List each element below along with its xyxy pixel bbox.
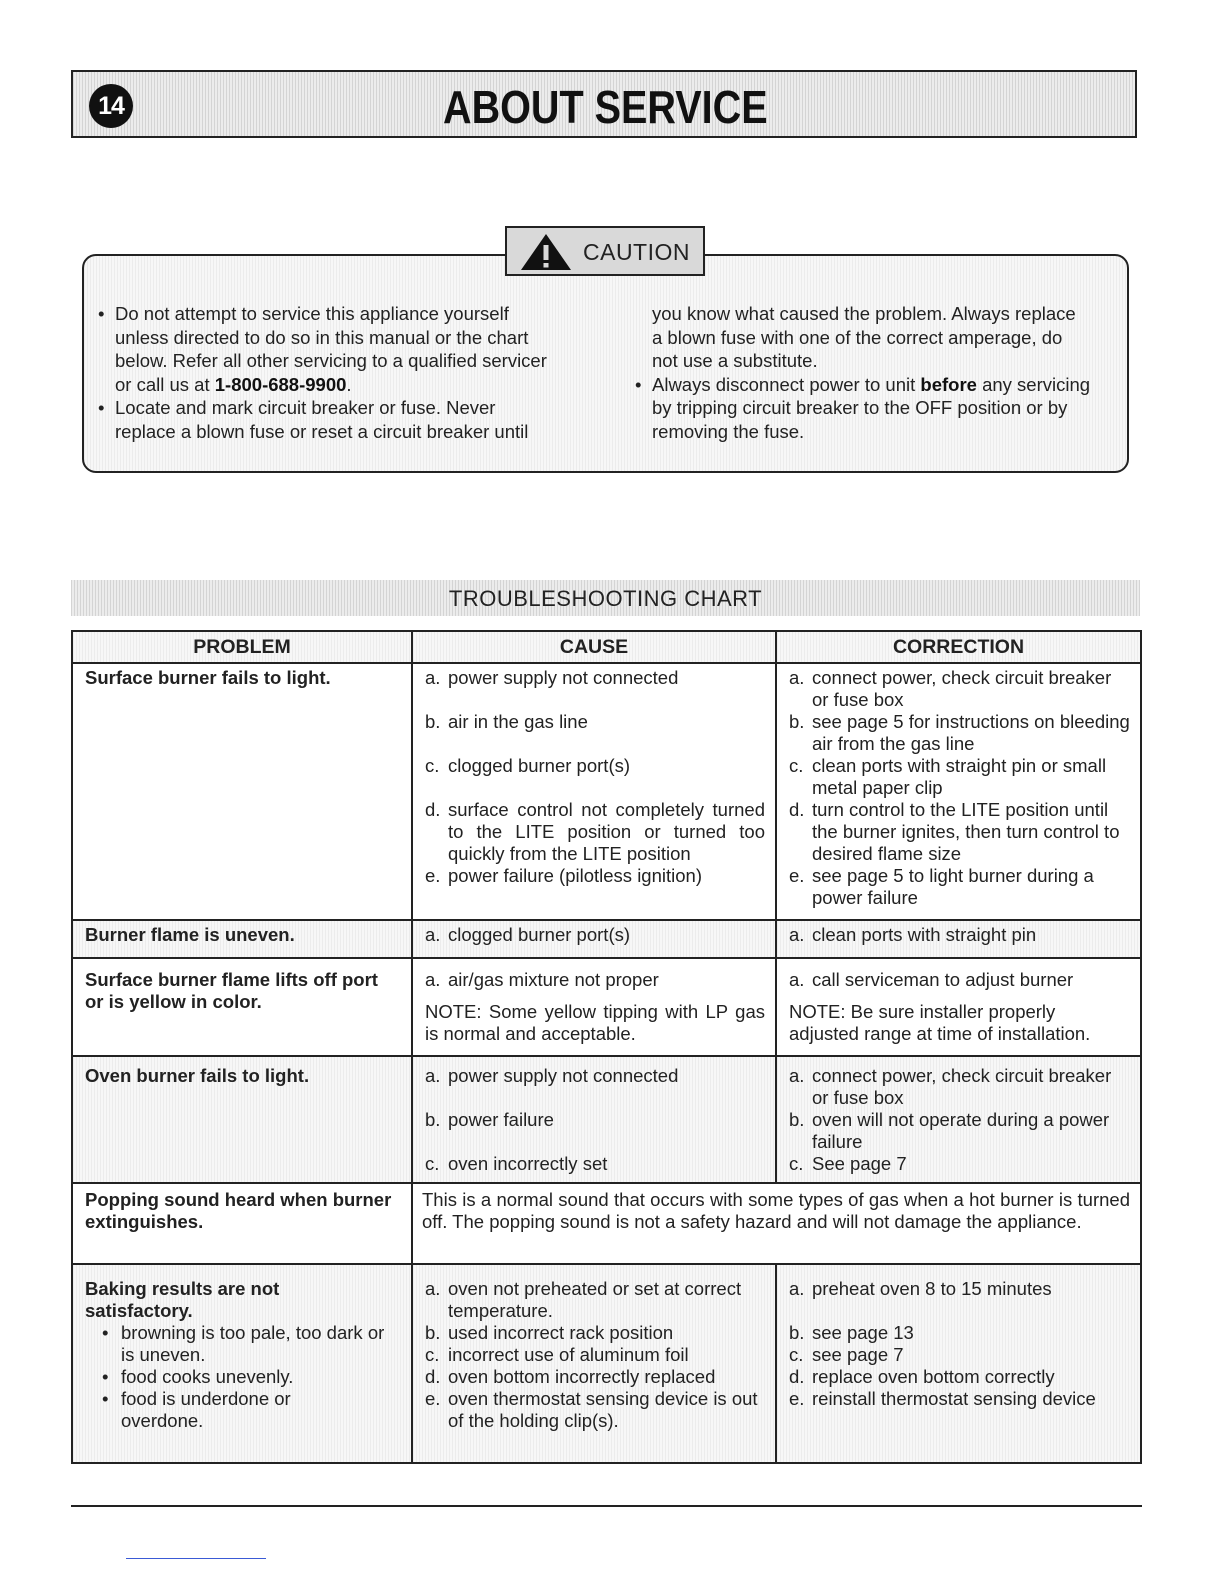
correction-item: a. call serviceman to adjust burner: [789, 969, 1074, 990]
table-row: [72, 1183, 1141, 1264]
cause-item: d. surface control not completely turned to the LITE position or turned too quickly from the LITE position: [425, 799, 765, 864]
problem-cell: Surface burner fails to light.: [72, 663, 412, 920]
problem-cell: Burner flame is uneven.: [72, 920, 412, 958]
caution-line: you know what caused the problem. Always replace: [652, 303, 1076, 324]
cause-item: a. clogged burner port(s): [425, 924, 631, 945]
correction-item: d. turn control to the LITE position until the burner ignites, then turn control to desired flame size: [789, 799, 1120, 864]
chart-banner: [71, 580, 1140, 616]
cause-item: a. air/gas mixture not proper: [425, 969, 659, 990]
correction-item: a. clean ports with straight pin: [789, 924, 1037, 945]
phone-number: 1-800-688-9900: [214, 373, 347, 395]
caution-line: unless directed to do so in this manual or the chart: [115, 326, 529, 348]
caution-line: removing the fuse.: [652, 420, 805, 442]
footer-rule: [71, 1505, 1142, 1507]
cause-item: c. oven incorrectly set: [425, 1153, 608, 1174]
cause-item: a. power supply not connected: [425, 667, 679, 688]
cause-cell: [412, 663, 776, 920]
caution-line: [630, 373, 1130, 397]
caution-line: a blown fuse with one of the correct amperage, do: [652, 326, 1063, 348]
cause-cell: [412, 920, 776, 958]
caution-line: not use a substitute.: [652, 350, 818, 371]
correction-item: c. clean ports with straight pin or small metal paper clip: [789, 755, 1107, 798]
cause-note: NOTE: Some yellow tipping with LP gas is normal and acceptable.: [425, 1001, 765, 1044]
cause-item: b. used incorrect rack position: [425, 1322, 674, 1343]
troubleshooting-table: [71, 630, 1142, 1464]
problem-cell: Oven burner fails to light.: [72, 1056, 412, 1183]
correction-cell: [776, 1264, 1141, 1463]
correction-item: a. connect power, check circuit breaker or fuse box: [789, 667, 1112, 710]
caution-label: CAUTION: [583, 239, 690, 265]
caution-line: by tripping circuit breaker to the OFF position or by: [652, 397, 1068, 418]
column-header-correction: CORRECTION: [776, 631, 1141, 663]
caution-text: Always disconnect power to unit: [652, 373, 921, 395]
caution-line: below. Refer all other servicing to a qualified servicer: [115, 350, 547, 371]
caution-line: replace a blown fuse or reset a circuit breaker until: [115, 420, 529, 442]
cause-item: d. oven bottom incorrectly replaced: [425, 1366, 716, 1387]
page-title: ABOUT SERVICE: [443, 81, 768, 133]
cause-item: b. power failure: [425, 1109, 554, 1130]
problem-bullet: • browning is too pale, too dark or is uneven.: [85, 1322, 399, 1366]
table-row: [72, 1056, 1141, 1183]
correction-item: c. see page 7: [789, 1344, 904, 1365]
caution-line: • Locate and mark circuit breaker or fuse. Never: [93, 396, 613, 420]
cause-item: a. oven not preheated or set at correct temperature.: [425, 1278, 742, 1321]
caution-line: • Do not attempt to service this appliance yourself: [93, 302, 613, 326]
problem-cell: Surface burner flame lifts off port or is yellow in color.: [72, 958, 412, 1056]
cause-item: e. oven thermostat sensing device is out of the holding clip(s).: [425, 1388, 758, 1431]
correction-item: b. see page 13: [789, 1322, 914, 1343]
correction-item: e. reinstall thermostat sensing device: [789, 1388, 1096, 1409]
correction-item: a. connect power, check circuit breaker or fuse box: [789, 1065, 1112, 1108]
correction-item: c. See page 7: [789, 1153, 907, 1174]
cause-item: e. power failure (pilotless ignition): [425, 865, 702, 886]
caution-text: .: [346, 373, 352, 395]
cause-cell: [412, 958, 776, 1056]
caution-text-right: [630, 302, 1130, 443]
warning-icon: [519, 232, 573, 272]
table-row: [72, 1264, 1141, 1463]
column-header-problem: PROBLEM: [72, 631, 412, 663]
chart-title: TROUBLESHOOTING CHART: [448, 586, 763, 611]
correction-item: e. see page 5 to light burner during a power failure: [789, 865, 1094, 908]
cause-item: c. clogged burner port(s): [425, 755, 631, 776]
correction-note: NOTE: Be sure installer properly adjusted range at time of installation.: [789, 1001, 1091, 1044]
column-header-cause: CAUSE: [412, 631, 776, 663]
cause-item: c. incorrect use of aluminum foil: [425, 1344, 689, 1365]
cause-item: b. air in the gas line: [425, 711, 588, 732]
caution-text-left: [93, 302, 613, 443]
caution-text: any servicing: [976, 373, 1091, 395]
cause-cell: [412, 1056, 776, 1183]
problem-title: Baking results are not satisfactory.: [85, 1278, 280, 1321]
correction-item: b. oven will not operate during a power failure: [789, 1109, 1110, 1152]
caution-emphasis: before: [920, 373, 977, 395]
correction-item: b. see page 5 for instructions on bleeding air from the gas line: [789, 711, 1130, 754]
correction-cell: [776, 920, 1141, 958]
table-row: [72, 958, 1141, 1056]
problem-bullet: • food is underdone or overdone.: [85, 1388, 306, 1432]
caution-line: [93, 373, 613, 397]
section-header: [71, 70, 1137, 138]
footer-link-underline: [126, 1558, 266, 1559]
correction-item: d. replace oven bottom correctly: [789, 1366, 1055, 1387]
table-row: [72, 920, 1141, 958]
caution-text: or call us at: [115, 373, 215, 395]
correction-cell: [776, 1056, 1141, 1183]
explanation-cell: This is a normal sound that occurs with some types of gas when a hot burner is turned off. The popping sound is not a safety hazard and will not damage the appliance.: [412, 1183, 1141, 1264]
section-number-badge: 14: [89, 84, 133, 128]
caution-badge: [505, 226, 705, 276]
cause-item: a. power supply not connected: [425, 1065, 679, 1086]
correction-cell: [776, 663, 1141, 920]
cause-cell: [412, 1264, 776, 1463]
problem-cell: Popping sound heard when burner extinguishes.: [72, 1183, 412, 1264]
problem-cell: [72, 1264, 412, 1463]
correction-cell: [776, 958, 1141, 1056]
table-header-row: [72, 631, 1141, 663]
table-row: [72, 663, 1141, 920]
correction-item: a. preheat oven 8 to 15 minutes: [789, 1278, 1052, 1299]
problem-bullet: • food cooks unevenly.: [85, 1366, 399, 1388]
